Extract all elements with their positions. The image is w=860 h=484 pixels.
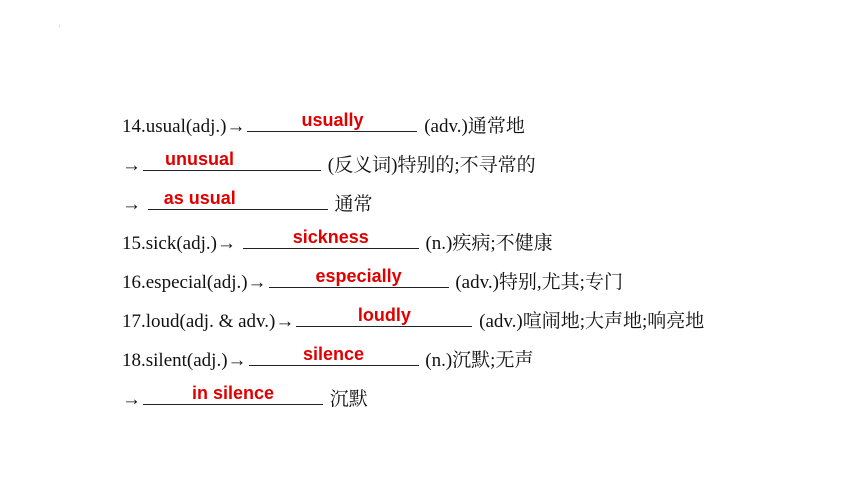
- corner-dot: ·: [58, 22, 61, 31]
- item-16-especial: [122, 267, 623, 295]
- answer-text: loudly: [357, 305, 411, 325]
- answer-blank: [247, 111, 417, 132]
- item-suffix: (adv.)通常地: [419, 116, 525, 137]
- answer-blank: [143, 150, 321, 171]
- answer-blank: [269, 267, 449, 288]
- item-17-loud: [122, 306, 704, 334]
- item-14-antonym: [122, 150, 536, 178]
- item-prefix: 17.loud(adj. & adv.)→: [122, 311, 295, 332]
- item-18-phrase: [122, 384, 368, 412]
- item-18-silent: [122, 345, 533, 373]
- item-suffix: 通常: [329, 194, 373, 215]
- item-15-sick: [122, 228, 553, 256]
- answer-text: in silence: [191, 383, 275, 403]
- answer-blank: [249, 345, 419, 366]
- item-prefix: →: [122, 194, 146, 215]
- item-suffix: (adv.)喧闹地;大声地;响亮地: [474, 311, 705, 332]
- item-suffix: (n.)沉默;无声: [420, 350, 534, 371]
- item-suffix: 沉默: [325, 389, 368, 410]
- answer-text: as usual: [163, 188, 236, 208]
- item-prefix: 16.especial(adj.)→: [122, 272, 267, 293]
- item-14-usual: [122, 111, 525, 139]
- item-suffix: (adv.)特别,尤其;专门: [450, 272, 623, 293]
- answer-text: unusual: [165, 149, 235, 169]
- item-14-phrase: [122, 189, 373, 217]
- item-prefix: 18.silent(adj.)→: [122, 350, 247, 371]
- answer-text: sickness: [292, 227, 369, 247]
- answer-text: silence: [303, 344, 365, 364]
- item-prefix: 15.sick(adj.)→: [122, 233, 241, 254]
- answer-blank: [143, 384, 323, 405]
- item-prefix: 14.usual(adj.)→: [122, 116, 246, 137]
- answer-blank: [148, 189, 328, 210]
- answer-text: usually: [301, 110, 364, 130]
- item-prefix: →: [122, 389, 141, 410]
- answer-blank: [296, 306, 472, 327]
- item-prefix: →: [122, 155, 141, 176]
- item-suffix: (反义词)特别的;不寻常的: [323, 155, 536, 176]
- answer-text: especially: [315, 266, 402, 286]
- item-suffix: (n.)疾病;不健康: [420, 233, 553, 254]
- answer-blank: [243, 228, 419, 249]
